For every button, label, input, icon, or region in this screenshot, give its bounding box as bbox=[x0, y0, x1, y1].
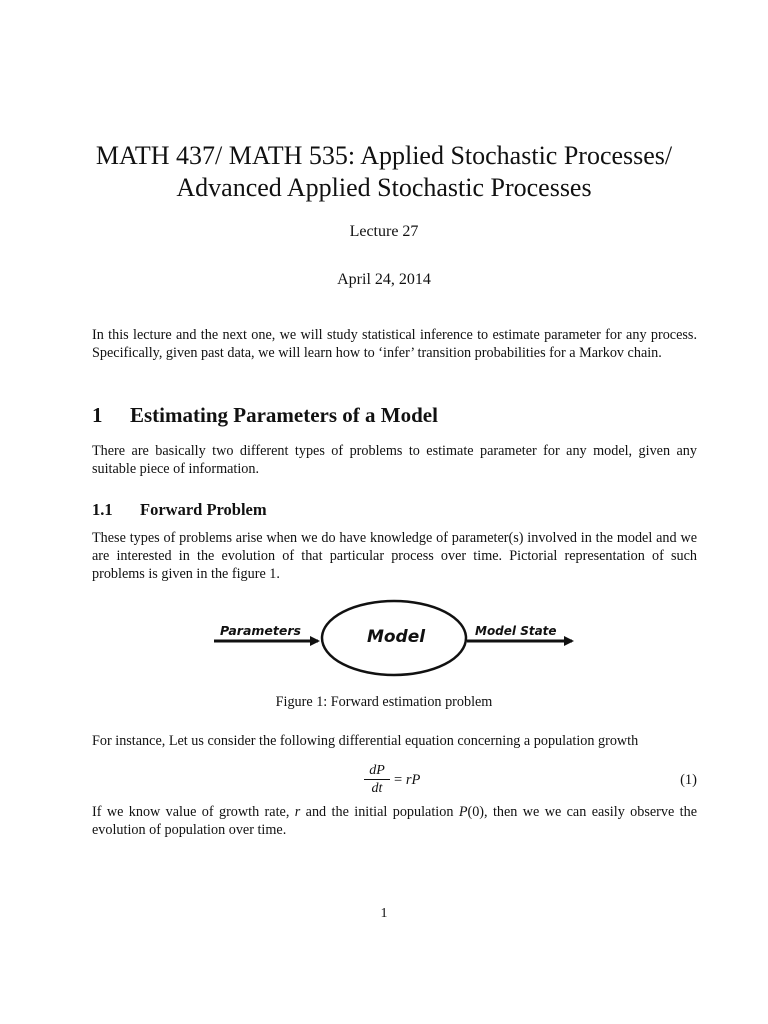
after-eq-p-arg: (0) bbox=[467, 804, 485, 820]
model-label: Model bbox=[366, 627, 426, 647]
subsection-1-1-number: 1.1 bbox=[92, 500, 113, 519]
equation-number: (1) bbox=[680, 772, 697, 788]
page-number: 1 bbox=[380, 906, 388, 921]
equation-1 bbox=[92, 762, 697, 802]
title-line-2: Advanced Applied Stochastic Processes bbox=[176, 173, 592, 202]
equation-numerator: dP bbox=[364, 762, 390, 780]
intro-paragraph: In this lecture and the next one, we will study statistical inference to estimate parameter for any process. Specifically, given past data, we will learn how to ‘infer’ transition probabilities for a Markov chain. bbox=[92, 327, 697, 361]
figure-1-caption: Figure 1: Forward estimation problem bbox=[275, 694, 493, 710]
section-1-number: 1 bbox=[92, 403, 103, 427]
after-eq-text-2: and the initial population bbox=[300, 804, 459, 820]
document-title bbox=[0, 140, 768, 204]
lecture-number: Lecture 27 bbox=[349, 223, 419, 240]
equation-r: r bbox=[405, 772, 412, 788]
after-eq-text-1: If we know value of growth rate, bbox=[92, 804, 295, 820]
after-eq-text-3: , then we we can easily observe the evolution of population over time. bbox=[92, 804, 698, 838]
subsection-1-1-title: Forward Problem bbox=[140, 500, 267, 519]
section-1-paragraph: There are basically two different types of problems to estimate parameter for any model, given any suitable piece of information. bbox=[92, 443, 697, 477]
section-1-heading bbox=[92, 403, 438, 428]
section-1-title: Estimating Parameters of a Model bbox=[130, 403, 438, 427]
equation-equals: = bbox=[394, 772, 403, 788]
equation-rhs bbox=[394, 772, 420, 789]
forward-problem-figure bbox=[200, 598, 580, 680]
title-line-1: MATH 437/ MATH 535: Applied Stochastic Processes/ bbox=[95, 141, 673, 170]
after-eq-p: P bbox=[458, 804, 468, 820]
example-paragraph: For instance, Let us consider the following differential equation concerning a population growth bbox=[92, 733, 639, 749]
after-eq-r: r bbox=[294, 804, 301, 820]
equation-denominator: dt bbox=[371, 781, 383, 796]
subsection-1-1-paragraph: These types of problems arise when we do have knowledge of parameter(s) involved in the model and we are interested in the evolution of that particular process over time. Pictorial representation of such problems is given in the figure 1. bbox=[92, 530, 697, 582]
equation-p: P bbox=[411, 772, 421, 788]
parameters-label: Parameters bbox=[220, 623, 301, 638]
lecture-date: April 24, 2014 bbox=[337, 271, 431, 288]
forward-problem-diagram bbox=[200, 598, 580, 680]
equation-fraction bbox=[364, 762, 390, 798]
after-equation-paragraph bbox=[92, 803, 697, 839]
model-state-label: Model State bbox=[475, 624, 557, 638]
subsection-1-1-heading bbox=[92, 500, 267, 520]
